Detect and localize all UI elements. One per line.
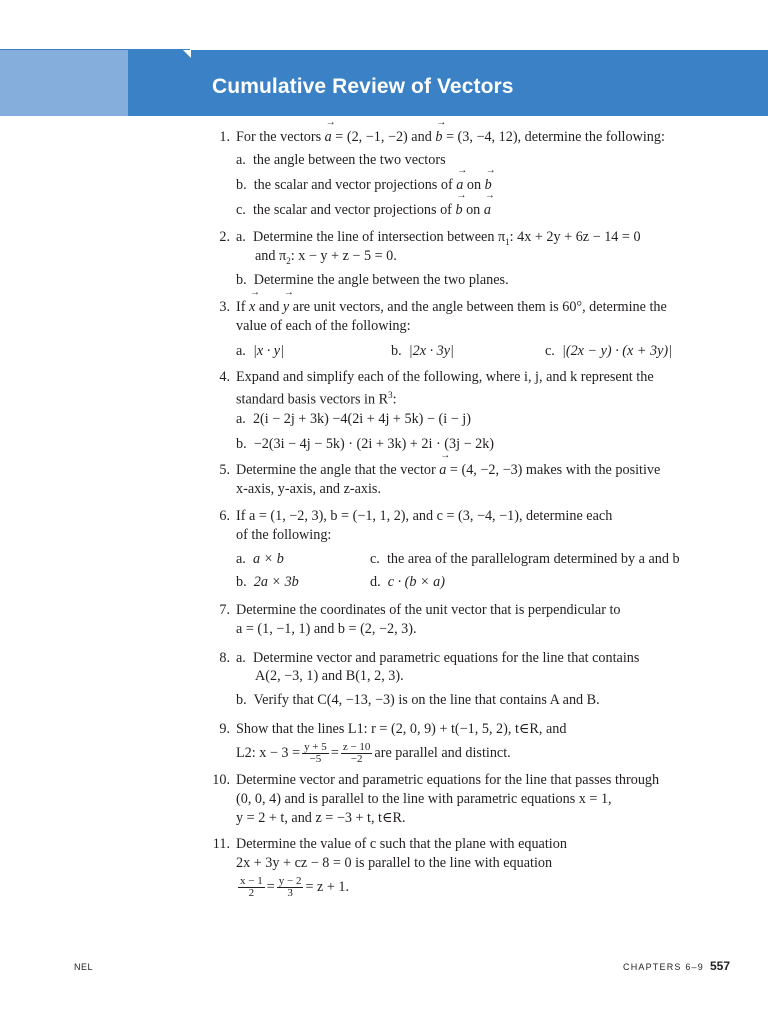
page-number: 557 (709, 959, 730, 973)
question-2a-line1: a. Determine the line of intersection between $\pi_1$: 4x + 2y + 6z − 14 = 0 (236, 229, 641, 247)
question-4b: b. −2(3i − 4j − 5k) · (2i + 3k) + 2i · (3j − 2k) (236, 436, 495, 452)
question-number: 1. (219, 129, 230, 145)
fraction: $\frac{x - 1}{2}$ (240, 875, 263, 900)
footer-chapters: CHAPTERS 6–9 (623, 962, 704, 972)
question-3a: a. |x · y| (236, 343, 284, 359)
question-4a: a. 2(i − 2j + 3k) −4(2i + 4j + 5k) − (i − j) (236, 411, 471, 427)
question-4-line1: Expand and simplify each of the following, where i, j, and k represent the (236, 369, 654, 385)
question-number: 10. (212, 772, 230, 788)
question-number: 3. (219, 299, 230, 315)
question-4-line2: standard basis vectors in $R^3$: (236, 390, 397, 408)
question-1a: a. the angle between the two vectors (236, 152, 446, 168)
question-6d: d. c · (b × a) (370, 574, 445, 590)
question-8a-line1: a. Determine vector and parametric equations for the line that contains (236, 650, 640, 666)
question-1b: b. the scalar and vector projections of → a on → b (236, 176, 492, 194)
question-11-line2: 2x + 3y + cz − 8 = 0 is parallel to the line with equation (236, 855, 553, 871)
question-6a: a. a × b (236, 551, 284, 567)
question-1-stem: For the vectors → a = (2, −1, −2) and → b = (3, −4, 12), determine the following: (236, 128, 665, 146)
question-6c: c. the area of the parallelogram determined by a and b (370, 551, 680, 567)
question-6b: b. 2a × 3b (236, 574, 299, 590)
question-8a-line2: A(2, −3, 1) and B(1, 2, 3). (255, 668, 404, 684)
question-3b: b. |2x · 3y| (391, 343, 454, 359)
footer-chapter-page (623, 959, 730, 973)
page-title: Cumulative Review of Vectors (212, 75, 514, 98)
question-number: 6. (219, 508, 230, 524)
question-7-line1: Determine the coordinates of the unit vector that is perpendicular to (236, 602, 621, 618)
question-8b: b. Verify that C(4, −13, −3) is on the line that contains A and B. (236, 692, 600, 708)
question-6-line2: of the following: (236, 527, 332, 543)
question-number: 8. (219, 650, 230, 666)
fraction: $\frac{y - 2}{3}$ (278, 875, 302, 900)
question-5-line1: Determine the angle that the vector → a = (4, −2, −3) makes with the positive (236, 461, 660, 479)
question-7-line2: a = (1, −1, 1) and b = (2, −2, 3). (236, 621, 417, 637)
question-2b: b. Determine the angle between the two planes. (236, 272, 509, 288)
fraction: $\frac{y + 5}{-5}$ (304, 741, 327, 766)
question-3-line2: value of each of the following: (236, 318, 411, 334)
question-9-line2: L2: x − 3 = $\frac{y + 5}{-5}$ = $\frac{z - 10}{-2}$ are parallel and distinct. (236, 741, 511, 766)
footer-publisher: NEL (74, 962, 94, 972)
question-1c: c. the scalar and vector projections of → b on → a (236, 201, 491, 219)
question-6-line1: If a = (1, −2, 3), b = (−1, 1, 2), and c = (3, −4, −1), determine each (236, 508, 613, 524)
question-10-line2: (0, 0, 4) and is parallel to the line with parametric equations x = 1, (236, 791, 612, 807)
fraction: $\frac{z - 10}{-2}$ (342, 741, 371, 766)
question-5-line2: x-axis, y-axis, and z-axis. (236, 481, 381, 497)
question-number: 11. (212, 836, 230, 852)
question-number: 4. (219, 369, 230, 385)
question-number: 7. (219, 602, 230, 618)
question-10-line1: Determine vector and parametric equations for the line that passes through (236, 772, 660, 788)
question-number: 2. (219, 229, 230, 245)
question-3-line1: If → x and → y are unit vectors, and the angle between them is 60°, determine the (236, 298, 667, 316)
question-number: 5. (219, 462, 230, 478)
question-9-line1: Show that the lines L1: r = (2, 0, 9) + t(−1, 5, 2), t∈R, and (236, 721, 567, 737)
question-11-line3: $\frac{x - 1}{2}$ = $\frac{y - 2}{3}$ = z + 1. (240, 875, 350, 900)
question-2a-line2: and $\pi_2$: x − y + z − 5 = 0. (255, 248, 397, 266)
question-3c: c. |(2x − y) · (x + 3y)| (545, 343, 673, 359)
question-number: 9. (219, 721, 230, 737)
question-10-line3: y = 2 + t, and z = −3 + t, t∈R. (236, 810, 406, 826)
question-11-line1: Determine the value of c such that the plane with equation (236, 836, 567, 852)
